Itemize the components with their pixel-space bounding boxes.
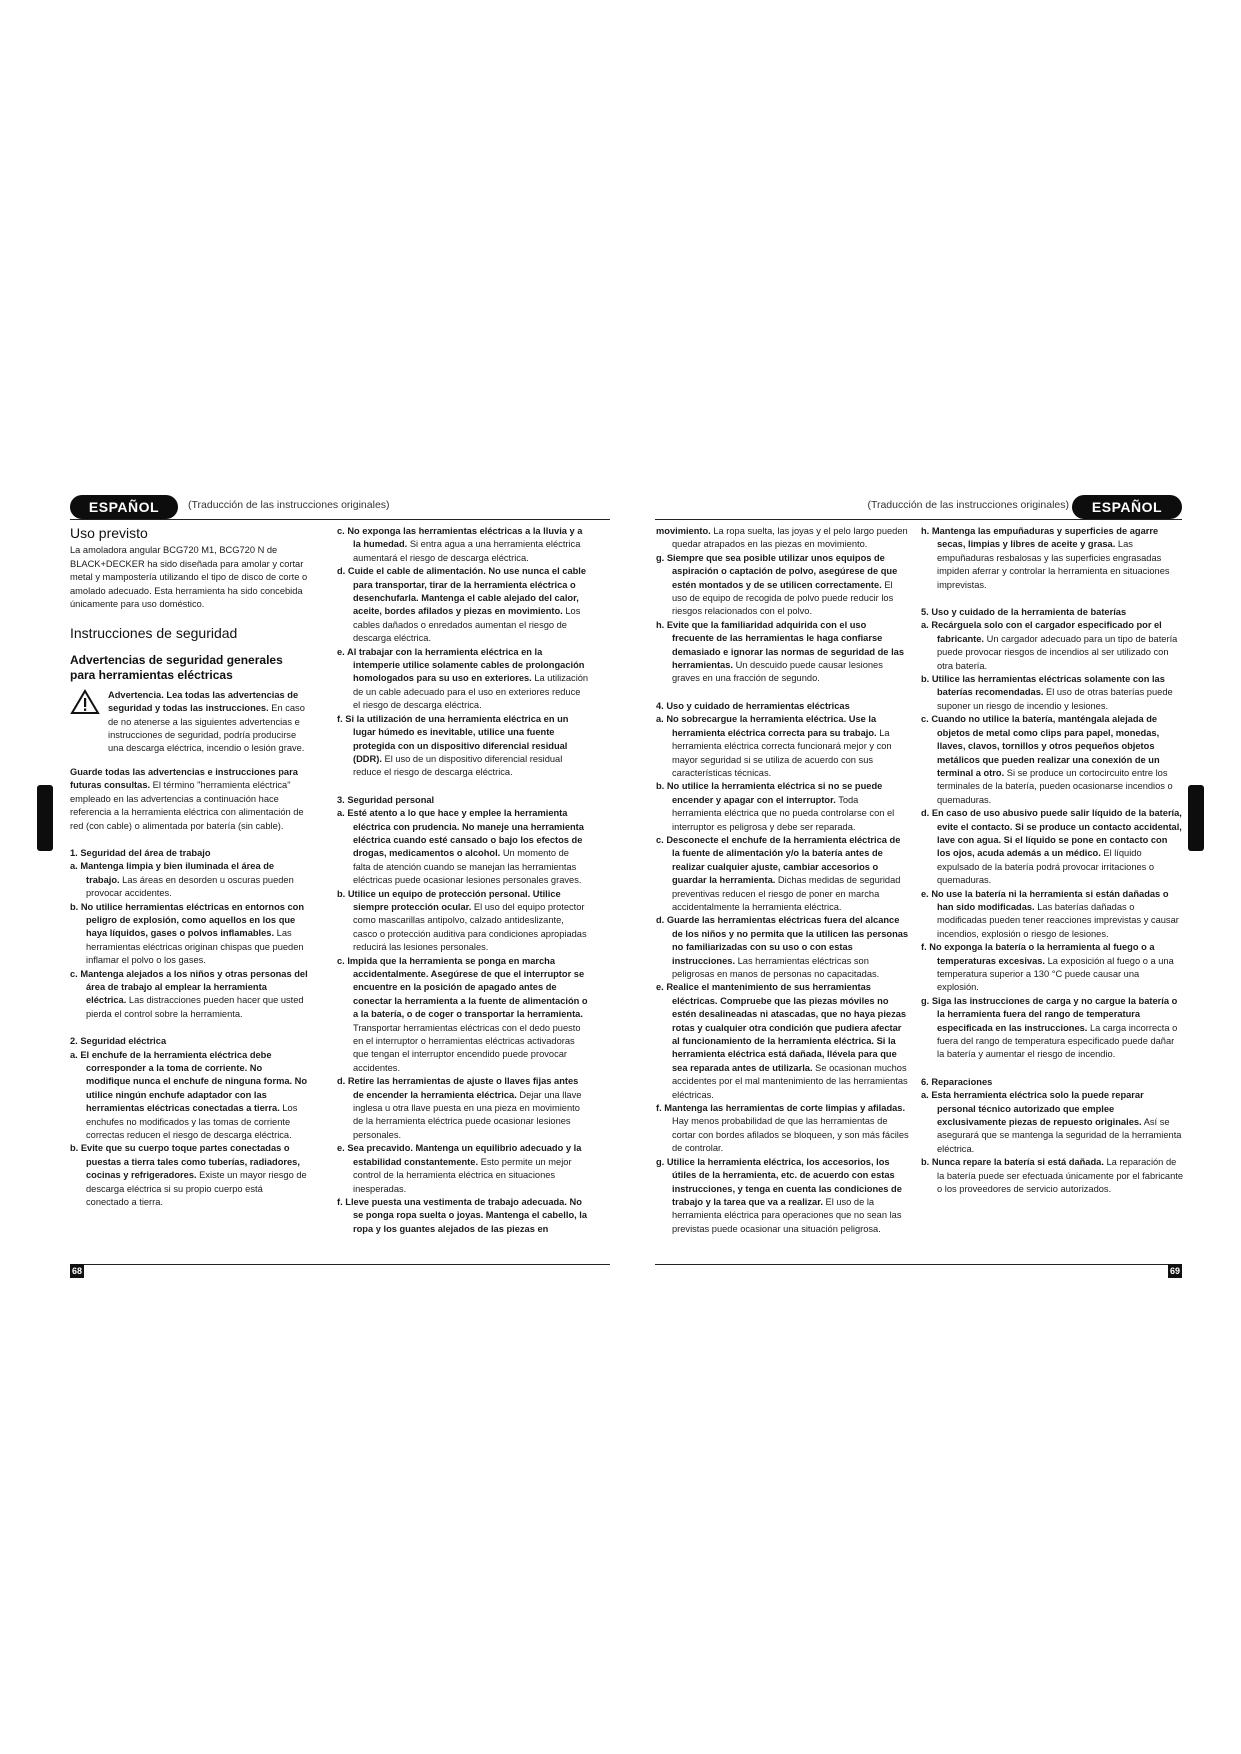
section-3-title: 3. Seguridad personal	[337, 794, 435, 805]
list-item: e. Sea precavido. Mantenga un equilibrio adecuado y la estabilidad constantemente. Esto permite un mejor control de la herramienta eléctrica en situaciones inesperadas.	[337, 1143, 582, 1194]
heading-uso-previsto: Uso previsto	[70, 525, 148, 541]
list-item: g. Siempre que sea posible utilizar unos equipos de aspiración o captación de polvo, asegúrese de que estén montados y de se utilicen correctamente. El uso de equipo de recogida de polvo puede reducir los riesgos relacionados con el polvo.	[656, 552, 898, 617]
list-item: e. Al trabajar con la herramienta eléctrica en la intemperie utilice solamente cables de prolongación homologados para su uso en exteriores. La utilización de un cable adecuado para el uso en exteriores reduce el riesgo de descarga eléctrica.	[337, 646, 589, 711]
warning-block	[70, 689, 308, 756]
list-item: b. No utilice la herramienta eléctrica si no se puede encender y apagar con el interruptor. Toda herramienta eléctrica que no pueda controlarse con el interruptor es peligrosa y debe ser reparada.	[656, 781, 895, 832]
list-item: a. No sobrecargue la herramienta eléctrica. Use la herramienta eléctrica correcta para su trabajo. La herramienta eléctrica correcta funcionará mejor y con mayor seguridad si se utiliza de acuerdo con sus características técnicas.	[656, 714, 892, 778]
section-6-title: 6. Reparaciones	[921, 1076, 993, 1087]
list-item: d. En caso de uso abusivo puede salir líquido de la batería, evite el contacto. Si se produce un contacto accidental, lave con agua. Si el líquido se pone en contacto con los ojos, acuda además a un médico. El líquido expulsado de la batería podrá provocar irritaciones o quemaduras.	[921, 808, 1182, 886]
list-item: b. Utilice un equipo de protección personal. Utilice siempre protección ocular. El uso del equipo protector como mascarillas antipolvo, calzado antideslizante, casco o protección auditiva para condiciones apropiadas reducirá las lesiones personales.	[337, 888, 587, 953]
list-item: c. Cuando no utilice la batería, manténgala alejada de objetos de metal como clips para papel, monedas, llaves, clavos, tornillos y otros pequeños objetos metálicos que pueden realizar una conexión de un terminal a otro. Si se produce un cortocircuito entre los terminales de la batería, pueden ocasionarse incendios o quemaduras.	[921, 714, 1173, 805]
list-item: b. Utilice las herramientas eléctricas solamente con las baterías recomendadas. El uso de otras baterías puede suponer un riesgo de incendio y lesiones.	[921, 674, 1173, 711]
heading-advertencias-generales: Advertencias de seguridad generales para herramientas eléctricas	[70, 652, 283, 682]
section-2-title: 2. Seguridad eléctrica	[70, 1036, 167, 1047]
section-1-title: 1. Seguridad del área de trabajo	[70, 847, 211, 858]
heading-instrucciones-seguridad: Instrucciones de seguridad	[70, 625, 238, 642]
list-item: c. Mantenga alejados a los niños y otras personas del área de trabajo al emplear la herramienta eléctrica. Las distracciones pueden hacer que usted pierda el control sobre la herramienta.	[70, 968, 308, 1019]
list-item: d. Retire las herramientas de ajuste o llaves fijas antes de encender la herramienta eléctrica. Dejar una llave inglesa u otra llave puesta en una pieza en movimiento de la herramienta eléctrica puede ocasionar lesiones personales.	[337, 1076, 582, 1140]
column-4	[921, 525, 1183, 1197]
header-rule-right	[655, 519, 1182, 520]
translation-note-left: (Traducción de las instrucciones originales)	[188, 499, 390, 511]
list-item: b. Nunca repare la batería si está dañada. La reparación de la batería puede ser efectuada únicamente por el fabricante o los proveedores de servicio autorizados.	[921, 1157, 1184, 1195]
list-item: a. Recárguela solo con el cargador especificado por el fabricante. Un cargador adecuado para un tipo de batería puede provocar riesgos de incendios al ser utilizado con otra batería.	[921, 620, 1178, 671]
section-tab-marker-left	[37, 785, 53, 851]
list-item: e. Realice el mantenimiento de sus herramientas eléctricas. Compruebe que las piezas móviles no estén desalineadas ni atascadas, que no haya piezas rotas y cualquier otra condición que pudiera afectar al funcionamiento de la herramienta eléctrica. Si la herramienta eléctrica está dañada, llévela para que sea reparada antes de utilizarla. Se ocasionan muchos accidentes por el mal mantenimiento de las herramientas eléctricas.	[656, 982, 908, 1100]
list-item: c. Desconecte el enchufe de la herramienta eléctrica de la fuente de alimentación y/o la batería antes de realizar cualquier ajuste, cambiar accesorios o guardar la herramienta. Dichas medidas de seguridad preventivas reducen el riesgo de poner en marcha accidentalmente la herramienta eléctrica.	[656, 834, 901, 912]
column-2	[337, 525, 589, 1236]
list-item: h. Mantenga las empuñaduras y superficies de agarre secas, limpias y libres de aceite y grasa. Las empuñaduras resbalosas y las superficies engrasadas impiden aferrar y controlar la herramienta en situaciones imprevistas.	[921, 526, 1170, 590]
warning-triangle-icon	[70, 689, 100, 715]
header-rule-left	[70, 519, 610, 520]
page-number-right: 69	[1169, 1266, 1180, 1276]
language-badge-right: ESPAÑOL	[1072, 495, 1182, 519]
language-badge-left: ESPAÑOL	[70, 495, 178, 519]
guarde-text: Guarde todas las advertencias e instrucciones para futuras consultas. El término "herramienta eléctrica" empleado en las advertencias a continuación hace referencia a la herramienta eléctrica con alimentación de red (con cable) o alimentada por batería (sin cable).	[70, 766, 304, 831]
list-item: f. Si la utilización de una herramienta eléctrica en un lugar húmedo es inevitable, utilice una fuente protegida con un dispositivo diferencial residual (DDR). El uso de un dispositivo diferencial residual reduce el riesgo de descarga eléctrica.	[337, 713, 569, 778]
column-3	[656, 525, 910, 1236]
list-item: f. No exponga la batería o la herramienta al fuego o a temperaturas excesivas. La exposición al fuego o a una temperatura superior a 130 °C puede causar una explosión.	[921, 942, 1174, 993]
list-item: a. Mantenga limpia y bien iluminada el área de trabajo. Las áreas en desorden u oscuras pueden provocar accidentes.	[70, 861, 294, 899]
list-item: b. Evite que su cuerpo toque partes conectadas o puestas a tierra tales como tuberías, radiadores, cocinas y refrigeradores. Existe un mayor riesgo de descarga eléctrica si su propio cuerpo está conectado a tierra.	[70, 1143, 307, 1208]
list-item: c. No exponga las herramientas eléctricas a la lluvia y a la humedad. Si entra agua a una herramienta eléctrica aumentará el riesgo de descarga eléctrica.	[337, 526, 583, 563]
list-item-continued: movimiento. La ropa suelta, las joyas y el pelo largo pueden quedar atrapados en las piezas en movimiento.	[656, 526, 908, 550]
translation-note-right: (Traducción de las instrucciones originales)	[867, 499, 1069, 511]
uso-previsto-text: La amoladora angular BCG720 M1, BCG720 N de BLACK+DECKER ha sido diseñada para amolar y cortar metal y mampostería utilizando el tipo de disco de corte o amolado adecuado. Esta herramienta ha sido concebida únicamente para uso doméstico.	[70, 545, 308, 610]
list-item: b. No utilice herramientas eléctricas en entornos con peligro de explosión, como aquellos en los que haya líquidos, gases o polvos inflamables. Las herramientas eléctricas originan chispas que pueden inflamar el polvo o los gases.	[70, 901, 305, 966]
list-item: e. No use la batería ni la herramienta si están dañadas o han sido modificadas. Las baterías dañadas o modificadas pueden tener reacciones imprevistas y causar incendios, explosión o riesgo de lesiones.	[921, 888, 1179, 939]
section-tab-marker-right	[1188, 785, 1204, 851]
list-item: d. Guarde las herramientas eléctricas fuera del alcance de los niños y no permita que la utilicen las personas no familiarizadas con su uso o con estas instrucciones. Las herramientas eléctricas son peligrosas en manos de personas no capacitadas.	[656, 915, 909, 979]
page-number-left: 68	[71, 1266, 82, 1276]
section-5-title: 5. Uso y cuidado de la herramienta de baterías	[921, 607, 1127, 618]
column-1	[70, 525, 308, 1209]
footer-rule-right	[655, 1264, 1182, 1265]
list-item: d. Cuide el cable de alimentación. No use nunca el cable para transportar, tirar de la herramienta eléctrica o desenchufarla. Mantenga el cable alejado del calor, aceite, bordes afilados y piezas en movimiento. Los cables dañados o enredados aumentan el riesgo de descarga eléctrica.	[337, 566, 587, 644]
list-item: h. Evite que la familiaridad adquirida con el uso frecuente de las herramientas le haga confiarse demasiado e ignorar las normas de seguridad de las herramientas. Un descuido puede causar lesiones graves en una fracción de segundo.	[656, 619, 904, 684]
footer-rule-left	[70, 1264, 610, 1265]
section-4-title: 4. Uso y cuidado de herramientas eléctricas	[656, 700, 850, 711]
list-item: a. Esté atento a lo que hace y emplee la herramienta eléctrica con prudencia. No maneje una herramienta eléctrica cuando esté cansado o bajo los efectos de drogas, medicamentos o alcohol. Un momento de falta de atención cuando se manejan las herramientas eléctricas puede ocasionar lesiones personales graves.	[337, 808, 584, 886]
list-item: g. Siga las instrucciones de carga y no cargue la batería o la herramienta fuera del rango de temperatura especificada en las instrucciones. La carga incorrecta o fuera del rango de temperatura especificado puede dañar la batería y aumentar el riesgo de incendio.	[921, 995, 1178, 1060]
list-item: f. Mantenga las herramientas de corte limpias y afiladas. Hay menos probabilidad de que las herramientas de cortar con bordes afilados se bloqueen, y son más fáciles de controlar.	[656, 1103, 909, 1154]
list-item: a. Esta herramienta eléctrica solo la puede reparar personal técnico autorizado que emplee exclusivamente piezas de repuesto originales. Así se asegurará que se mantenga la seguridad de la herramienta eléctrica.	[921, 1090, 1182, 1154]
list-item: g. Utilice la herramienta eléctrica, los accesorios, los útiles de la herramienta, etc. de acuerdo con estas instrucciones, y tenga en cuenta las condiciones de trabajo y la tarea que va a realizar. El uso de la herramienta eléctrica para operaciones que no sean las previstas puede ocasionar una situación peligrosa.	[656, 1156, 902, 1234]
warning-text: Advertencia. Lea todas las advertencias de seguridad y todas las instrucciones. En caso de no atenerse a las siguientes advertencias e instrucciones de seguridad, podría producirse una descarga eléctrica, incendio o lesión grave.	[108, 689, 305, 754]
list-item: a. El enchufe de la herramienta eléctrica debe corresponder a la toma de corriente. No modifique nunca el enchufe de ninguna forma. No utilice ningún enchufe adaptador con las herramientas eléctricas conectadas a tierra. Los enchufes no modificados y las tomas de corriente correctas reducen el riesgo de descarga eléctrica.	[70, 1049, 308, 1141]
list-item: c. Impida que la herramienta se ponga en marcha accidentalmente. Asegúrese de que el interruptor se encuentre en la posición de apagado antes de conectar la herramienta a la fuente de alimentación o a la batería, o de coger o transportar la herramienta. Transportar herramientas eléctricas con el dedo puesto en el interruptor o herramientas eléctricas activadoras que tengan el interruptor encendido puede provocar accidentes.	[337, 955, 588, 1073]
list-item: f. Lleve puesta una vestimenta de trabajo adecuada. No se ponga ropa suelta o joyas. Mantenga el cabello, la ropa y los guantes alejados de las piezas en	[337, 1196, 588, 1234]
